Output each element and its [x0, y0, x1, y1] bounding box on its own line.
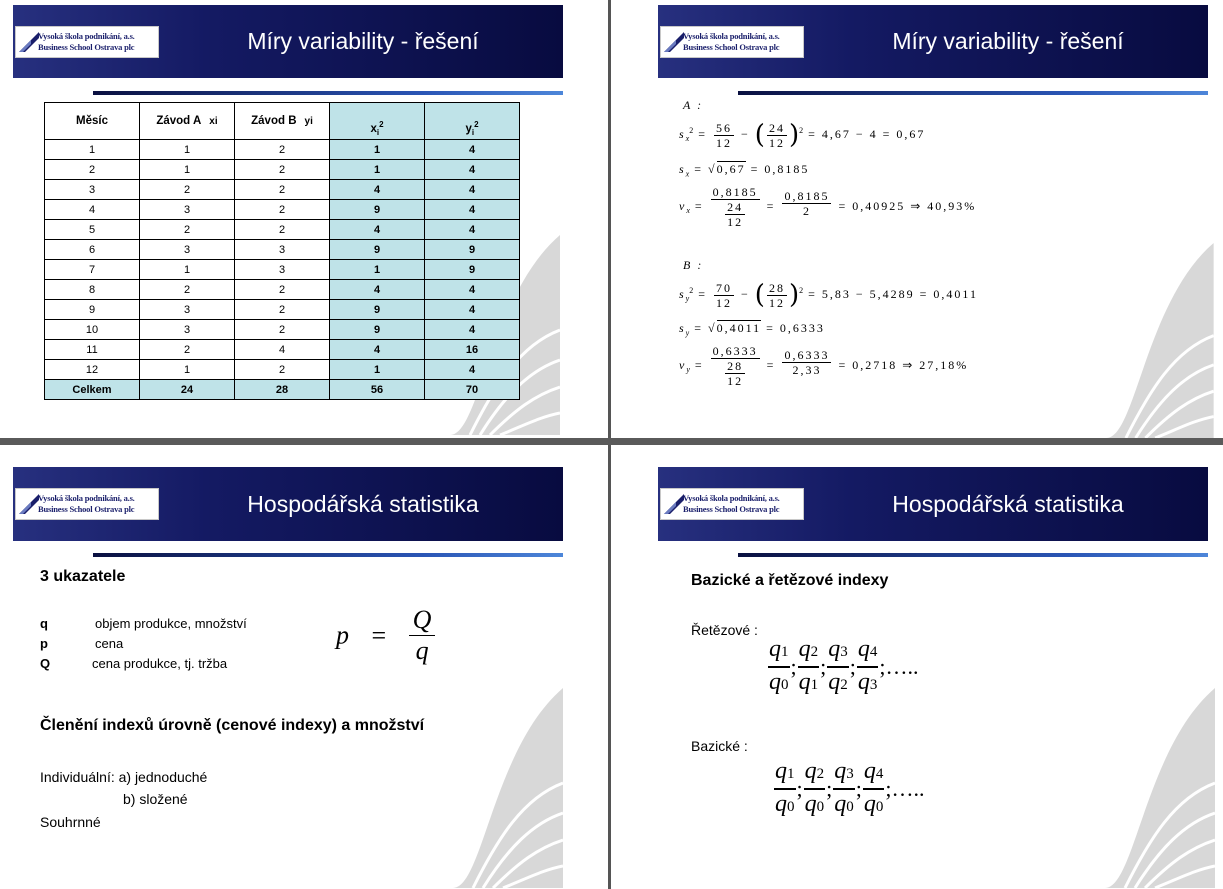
label-b: B :: [683, 258, 704, 272]
def-symbol-Q: Q: [40, 656, 51, 671]
table-cell: 4: [425, 200, 520, 220]
logo-emblem-icon: [663, 492, 685, 516]
table-cell: 4: [330, 220, 425, 240]
col-factory-a: Závod A xi: [140, 103, 235, 140]
table-cell: 1: [330, 160, 425, 180]
logo-line-2: Business School Ostrava plc: [683, 504, 780, 514]
slide-header: [658, 5, 1208, 78]
header-underline: [93, 91, 563, 95]
slide-4[interactable]: [611, 445, 1223, 889]
stddev-y: $s_y = √0,4011 = 0,6333$: [679, 321, 825, 338]
table-cell: 3: [140, 240, 235, 260]
index-fraction: $\frac{q4}{q0}$: [863, 758, 884, 817]
table-cell: 3: [140, 300, 235, 320]
table-row: [45, 300, 520, 320]
individual-composite: b) složené: [123, 791, 188, 807]
table-cell: 9: [425, 260, 520, 280]
variance-y: $s_y^2$ = $\frac{70}{12}$ − ( $\frac{28}{12}$ )$^2$ = 5,83 − 5,4289 = 0,4011: [679, 280, 978, 310]
decorative-swoosh: [1105, 683, 1215, 889]
table-cell: 2: [235, 320, 330, 340]
def-symbol-p: p: [40, 636, 48, 651]
header-underline: [738, 91, 1208, 95]
slide-header: [13, 5, 563, 78]
logo-line-2: Business School Ostrava plc: [38, 504, 135, 514]
table-cell: 2: [235, 300, 330, 320]
slide-title: Hospodářská statistika: [892, 490, 1124, 517]
logo-line-1: Vysoká škola podnikání, a.s.: [38, 493, 135, 503]
decorative-swoosh: [453, 683, 563, 889]
logo-line-2: Business School Ostrava plc: [683, 42, 780, 52]
separator: ;: [790, 654, 797, 679]
table-cell: 2: [235, 360, 330, 380]
table-cell: 9: [330, 320, 425, 340]
table-cell: 3: [45, 180, 140, 200]
table-cell: 2: [140, 220, 235, 240]
table-cell: 6: [45, 240, 140, 260]
table-cell: 2: [235, 280, 330, 300]
table-cell: 9: [330, 200, 425, 220]
table-cell: 2: [235, 200, 330, 220]
header-underline: [93, 553, 563, 557]
total-cell: 24: [140, 380, 235, 400]
table-row: [45, 360, 520, 380]
individual-indexes: Individuální: a) jednoduché: [40, 769, 208, 785]
logo-emblem-icon: [18, 492, 40, 516]
stddev-x: $s_x = √0,67 = 0,8185$: [679, 162, 810, 179]
table-row: [45, 200, 520, 220]
separator: ;: [855, 776, 862, 801]
slide-title: Hospodářská statistika: [247, 490, 479, 517]
table-row: [45, 340, 520, 360]
logo-line-1: Vysoká škola podnikání, a.s.: [683, 493, 780, 503]
table-cell: 3: [235, 240, 330, 260]
table-cell: 1: [45, 140, 140, 160]
def-text-Q: cena produkce, tj. tržba: [92, 656, 228, 671]
logo-emblem-icon: [663, 30, 685, 54]
table-cell: 1: [330, 140, 425, 160]
table-cell: 1: [140, 160, 235, 180]
table-cell: 4: [235, 340, 330, 360]
table-cell: 4: [330, 340, 425, 360]
slide-header: [658, 467, 1208, 541]
label-a: A :: [683, 98, 704, 112]
heading-base-chain-indexes: Bazické a řetězové indexy: [691, 572, 889, 589]
table-row: [45, 160, 520, 180]
table-row: [45, 260, 520, 280]
table-row: [45, 280, 520, 300]
decorative-swoosh: [1105, 243, 1215, 438]
slide-title: Míry variability - řešení: [892, 28, 1124, 54]
col-month: Měsíc: [45, 103, 140, 140]
table-cell: 1: [330, 260, 425, 280]
table-cell: 10: [45, 320, 140, 340]
separator: ;…..: [879, 654, 919, 679]
logo-line-2: Business School Ostrava plc: [38, 42, 135, 52]
separator: ;: [820, 654, 827, 679]
coef-var-y: $v_y$ = $\frac{0,6333}{\frac{28}{12}}$ = $\frac{0,6333}{2,33}$ = 0,2718 ⇒ 27,18%: [679, 344, 969, 388]
school-logo: [660, 26, 804, 58]
col-y-squared: $y_i^2$: [425, 103, 520, 140]
table-cell: 11: [45, 340, 140, 360]
table-cell: 2: [235, 140, 330, 160]
index-fraction: $\frac{q1}{q0}$: [775, 758, 795, 817]
table-cell: 4: [425, 320, 520, 340]
data-table: [44, 102, 520, 400]
school-logo: [15, 26, 159, 58]
separator: ;: [826, 776, 833, 801]
total-cell: 28: [235, 380, 330, 400]
slide-header: [13, 467, 563, 541]
table-cell: 4: [330, 180, 425, 200]
horizontal-divider: [0, 438, 1223, 445]
table-cell: 7: [45, 260, 140, 280]
total-cell: 56: [330, 380, 425, 400]
col-factory-b: Závod B yi: [235, 103, 330, 140]
table-total-row: [45, 380, 520, 400]
index-fraction: $\frac{q3}{q2}$: [828, 636, 848, 695]
table-cell: 4: [425, 280, 520, 300]
index-fraction: $\frac{q2}{q1}$: [798, 636, 819, 695]
table-cell: 4: [425, 160, 520, 180]
table-row: [45, 240, 520, 260]
chain-label: Řetězové :: [691, 622, 758, 638]
table-cell: 1: [330, 360, 425, 380]
table-cell: 2: [140, 180, 235, 200]
index-fraction: $\frac{q2}{q0}$: [804, 758, 825, 817]
table-cell: 5: [45, 220, 140, 240]
table-cell: 4: [425, 180, 520, 200]
table-cell: 16: [425, 340, 520, 360]
index-fraction: $\frac{q1}{q0}$: [769, 636, 789, 695]
table-cell: 9: [425, 240, 520, 260]
table-cell: 8: [45, 280, 140, 300]
table-header-row: [45, 103, 520, 140]
table-cell: 3: [140, 320, 235, 340]
index-fraction: $\frac{q4}{q3}$: [857, 636, 878, 695]
base-index-formula: [774, 757, 926, 821]
table-cell: 4: [425, 300, 520, 320]
slide-2[interactable]: [611, 0, 1223, 438]
table-cell: 4: [45, 200, 140, 220]
school-logo: [660, 488, 804, 520]
table-cell: 1: [140, 140, 235, 160]
heading-index-breakdown: Členění indexů úrovně (cenové indexy) a množství: [40, 717, 425, 734]
table-cell: 3: [140, 200, 235, 220]
price-formula: p = $\frac{Q}{q}$: [336, 605, 435, 666]
aggregate-indexes: Souhrnné: [40, 814, 101, 830]
heading-indicators: 3 ukazatele: [40, 568, 126, 585]
table-cell: 2: [45, 160, 140, 180]
table-cell: 4: [425, 360, 520, 380]
table-cell: 2: [235, 160, 330, 180]
chain-index-formula: [768, 635, 920, 699]
total-cell: 70: [425, 380, 520, 400]
table-cell: 1: [140, 260, 235, 280]
logo-line-1: Vysoká škola podnikání, a.s.: [38, 31, 135, 41]
table-row: [45, 320, 520, 340]
header-underline: [738, 553, 1208, 557]
table-row: [45, 220, 520, 240]
logo-emblem-icon: [18, 30, 40, 54]
total-cell: Celkem: [45, 380, 140, 400]
def-text-p: cena: [95, 636, 124, 651]
slide-title: Míry variability - řešení: [247, 28, 479, 54]
slide-1[interactable]: [0, 0, 608, 438]
table-cell: 4: [425, 140, 520, 160]
table-cell: 9: [330, 300, 425, 320]
slide-3[interactable]: [0, 445, 608, 889]
table-cell: 1: [140, 360, 235, 380]
coef-var-x: $v_x$ = $\frac{0,8185}{\frac{24}{12}}$ = $\frac{0,8185}{2}$ = 0,40925 ⇒ 40,93%: [679, 185, 977, 229]
table-cell: 9: [45, 300, 140, 320]
table-cell: 9: [330, 240, 425, 260]
school-logo: [15, 488, 159, 520]
def-text-q: objem produkce, množství: [95, 616, 247, 631]
table-cell: 12: [45, 360, 140, 380]
col-x-squared: $x_i^2$: [330, 103, 425, 140]
table-cell: 2: [235, 180, 330, 200]
table-cell: 3: [235, 260, 330, 280]
variance-x: $s_x^2$ = $\frac{56}{12}$ − ( $\frac{24}{12}$ )$^2$ = 4,67 − 4 = 0,67: [679, 120, 926, 150]
table-cell: 4: [425, 220, 520, 240]
logo-line-1: Vysoká škola podnikání, a.s.: [683, 31, 780, 41]
table-row: [45, 140, 520, 160]
table-cell: 4: [330, 280, 425, 300]
index-fraction: $\frac{q3}{q0}$: [834, 758, 854, 817]
table-row: [45, 180, 520, 200]
table-cell: 2: [140, 340, 235, 360]
table-cell: 2: [140, 280, 235, 300]
base-label: Bazické :: [691, 738, 748, 754]
def-symbol-q: q: [40, 616, 48, 631]
separator: ;: [796, 776, 803, 801]
separator: ;…..: [885, 776, 925, 801]
table-cell: 2: [235, 220, 330, 240]
separator: ;: [849, 654, 856, 679]
